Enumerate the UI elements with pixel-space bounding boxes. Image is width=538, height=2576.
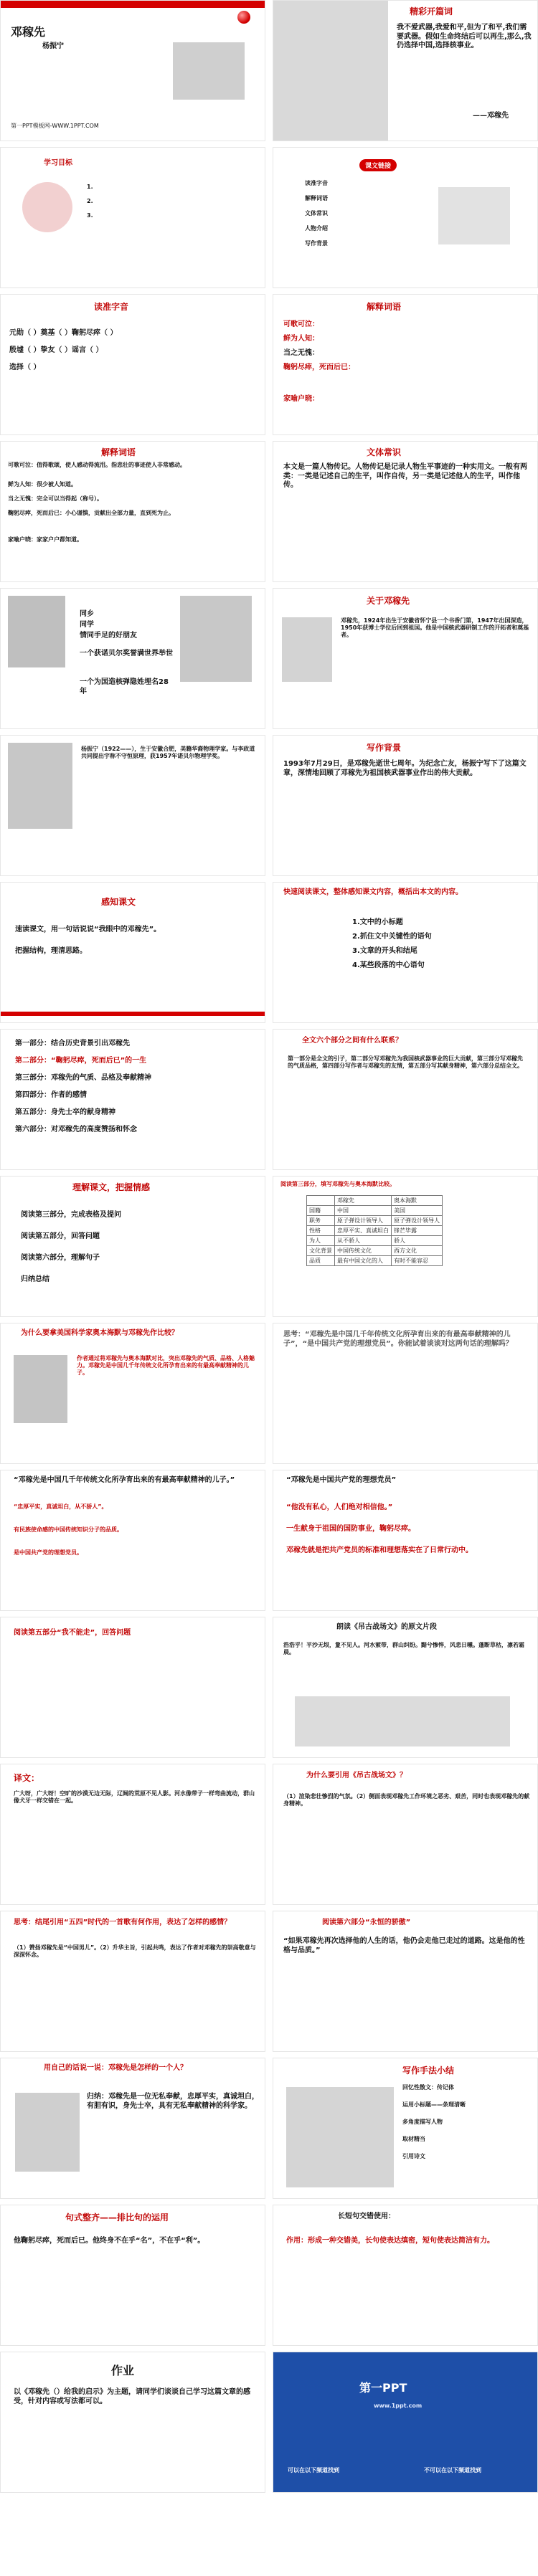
- slide-read-part5: [0, 1617, 265, 1758]
- table-cell: 锋芒毕露: [392, 1226, 443, 1236]
- sentence-length-text: 作用：形成一种交错美，长句使表达缜密，短句使表达简洁有力。: [286, 2237, 494, 2245]
- eternal-pride-text: “如果邓稼先再次选择他的人生的话，他仍会走他已走过的道路。这是他的性格与品质。”: [283, 1937, 525, 1954]
- table-header-cell: [307, 1196, 335, 1206]
- link-1: 读准字音: [305, 180, 328, 186]
- tradition-item-2: 有民族使命感的中国传统知识分子的品质。: [14, 1526, 123, 1533]
- yang-text: 杨振宁（1922——），生于安徽合肥，美籍华裔物理学家。与李政道共同提出宇称不守恒原理，获1957年诺贝尔物理学奖。: [81, 746, 255, 759]
- table-cell: 原子弹设计领导人: [335, 1216, 392, 1226]
- table-row: [307, 1246, 443, 1256]
- table-cell: 中国: [335, 1206, 392, 1216]
- writing-item-2: 运用小标题——条理清晰: [402, 2101, 466, 2108]
- link-2: 解释词语: [305, 195, 328, 201]
- slide-quickread: [273, 882, 538, 1023]
- perceive-item-1: 速读课文，用一句话说说“我眼中的邓稼先”。: [15, 926, 161, 933]
- slide-parallelism: [0, 2205, 265, 2346]
- pron-line-2: 殷墟（ ）挚友（ ）谣言（ ）: [9, 346, 103, 354]
- friend-line-3: 情同手足的好朋友: [80, 632, 137, 640]
- slide-understand: [0, 1176, 265, 1317]
- channel-left: 可以在以下频道找到: [288, 2467, 339, 2473]
- structure-line-1: 第一部分：结合历史背景引出邓稼先: [15, 1040, 130, 1047]
- table-cell: 最有中国文化的人: [335, 1256, 392, 1266]
- vocab-answer-5: 家喻户晓：家家户户都知道。: [8, 536, 82, 543]
- why-quote-text: （1）渲染悲壮惨烈的气氛。（2）侧面表现邓稼先工作环境之恶劣、艰苦，同时也表现邓稼先的献身精神。: [283, 1793, 530, 1807]
- slide-background: [273, 735, 538, 876]
- friend-line-4: 一个获诺贝尔奖誉满世界举世: [80, 650, 173, 657]
- opening-heading: 精彩开篇词: [410, 6, 453, 16]
- why-compare-text: 作者通过将邓稼先与奥本海默对比，突出邓稼先的气质、品格、人格魅力。邓稼先是中国几千年传统文化所孕育出来的有最高奉献精神的儿子。: [77, 1355, 255, 1376]
- table-cell: 性格: [307, 1226, 335, 1236]
- slide-footer-ad: [273, 2352, 538, 2493]
- photo-left: [8, 596, 65, 667]
- tradition-heading: “邓稼先是中国几千年传统文化所孕育出来的有最高奉献精神的儿子。”: [14, 1476, 235, 1484]
- tradition-item-1: “忠厚平实，真诚坦白，从不骄人”。: [14, 1503, 108, 1510]
- slide-vocab-answers: [0, 441, 265, 582]
- vocab-answer-2: 鲜为人知：很少被人知道。: [8, 481, 77, 488]
- understand-item-3: 阅读第六部分，理解句子: [21, 1254, 100, 1262]
- vocab-answer-3: 当之无愧：完全可以当得起（称号）。: [8, 495, 103, 502]
- slide-opening: [273, 0, 538, 141]
- bottom-red-bar: [1, 1012, 265, 1016]
- summary-heading: 用自己的话说一说：邓稼先是怎样的一个人？: [44, 2064, 187, 2072]
- structure-line-3: 第三部分：邓稼先的气质、品格及奉献精神: [15, 1074, 151, 1082]
- eternal-pride-heading: 阅读第六部分“永恒的骄傲”: [322, 1919, 411, 1926]
- ancient-text: 浩浩乎！平沙无垠，夐不见人。河水萦带，群山纠纷。黯兮惨悴，风悲日曛。蓬断草枯，凛若霜晨。: [283, 1642, 524, 1655]
- think-text: 思考：“邓稼先是中国几千年传统文化所孕育出来的有最高奉献精神的儿子”，“是中国共产党的理想党员”。你能试着谈谈对这两句话的理解吗？: [283, 1331, 513, 1348]
- subtitle: 第一PPT模板网-WWW.1PPT.COM: [11, 123, 99, 129]
- slide-genre: [273, 441, 538, 582]
- pron-line-1: 元勋（ ）奠基（ ）鞠躬尽瘁（ ）: [9, 329, 118, 337]
- table-cell: 中国传统文化: [335, 1246, 392, 1256]
- slide-why-compare: [0, 1323, 265, 1464]
- parallelism-heading: 句式整齐——排比句的运用: [65, 2213, 169, 2223]
- summary-text: 归纳：邓稼先是一位无私奉献，忠厚平实，真诚坦白，有胆有识，身先士卒，具有无私奉献精神的科学家。: [87, 2093, 259, 2110]
- table-cell: 有时不能容忍: [392, 1256, 443, 1266]
- portrait-pair-image: [273, 1, 388, 141]
- flower-icon: [237, 11, 250, 24]
- background-heading: 写作背景: [367, 743, 402, 753]
- table-header-row: [307, 1196, 443, 1206]
- slide-about: [273, 588, 538, 729]
- slide-comparison-table: [273, 1176, 538, 1317]
- about-heading: 关于邓稼先: [367, 596, 410, 606]
- photo-right: [180, 596, 252, 682]
- slide-homework: [0, 2352, 265, 2493]
- ppt-url: www.1ppt.com: [374, 2402, 423, 2409]
- understand-heading: 理解课文，把握情感: [72, 1182, 151, 1192]
- table: [306, 1195, 443, 1266]
- understand-item-2: 阅读第五部分，回答问题: [21, 1232, 100, 1240]
- parallelism-text: 他鞠躬尽瘁，死而后已。他终身不在乎“名”，不在乎“利”。: [14, 2237, 205, 2245]
- structure-line-2: 第二部分：“鞠躬尽瘁，死而后已”的一生: [15, 1057, 147, 1065]
- genre-heading: 文体常识: [367, 447, 402, 457]
- party-heading: “邓稼先是中国共产党的理想党员”: [286, 1476, 397, 1484]
- vocab-answer-1: 可歌可泣：值得歌颂，使人感动得流泪。指悲壮的事迹使人非常感动。: [8, 462, 186, 468]
- friend-line-2: 同学: [80, 621, 94, 629]
- slide-sentence-length: [273, 2205, 538, 2346]
- table-cell: 职务: [307, 1216, 335, 1226]
- quickread-item-4: 4.某些段落的中心语句: [352, 961, 425, 969]
- pronunciation-heading: 读准字音: [94, 302, 129, 312]
- slide-structure: [0, 1029, 265, 1170]
- slide-party: [273, 1470, 538, 1611]
- table-cell: 为人: [307, 1236, 335, 1246]
- why-compare-heading: 为什么要拿美国科学家奥本海默与邓稼先作比较？: [21, 1329, 179, 1337]
- slide-friendship: [0, 588, 265, 729]
- writing-item-1: 回忆性散文：传记体: [402, 2084, 454, 2091]
- table-cell: 原子弹设计领导人: [392, 1216, 443, 1226]
- goal-3: 3.: [87, 212, 93, 219]
- slide-ancient-battlefield: [273, 1617, 538, 1758]
- vocab-1: 可歌可泣：: [283, 320, 319, 328]
- slide-links: [273, 147, 538, 288]
- vocab-4: 鞠躬尽瘁，死而后已：: [283, 363, 355, 371]
- structure-line-4: 第四部分：作者的感情: [15, 1091, 87, 1099]
- author: 杨振宁: [42, 42, 64, 50]
- translation-text: 广大呀，广大呀！空旷的沙漠无边无际，辽阔的荒原不见人影。河水像带子一样弯曲流动，群山像犬牙一样交错在一起。: [14, 1790, 255, 1804]
- writing-item-4: 取材精当: [402, 2136, 425, 2142]
- goals-chart-icon: [22, 182, 72, 232]
- link-4: 人物介绍: [305, 225, 328, 232]
- slide-translation: [0, 1764, 265, 1905]
- understand-item-4: 归纳总结: [21, 1275, 49, 1283]
- slide-writing-summary: [273, 2058, 538, 2199]
- comparison-heading: 阅读第三部分，填写邓稼先与奥本海默比较。: [280, 1181, 395, 1187]
- quickread-item-3: 3.文章的开头和结尾: [352, 947, 417, 955]
- party-item-1: “他没有私心，人们绝对相信他。”: [286, 1503, 393, 1511]
- vocab-3: 当之无愧：: [283, 349, 319, 357]
- writing-summary-heading: 写作手法小结: [402, 2066, 455, 2076]
- deng-photo: [15, 2093, 80, 2172]
- goal-2: 2.: [87, 198, 93, 204]
- slide-goals: [0, 147, 265, 288]
- quickread-item-2: 2.抓住文中关键性的语句: [352, 933, 432, 941]
- slide-tradition: [0, 1470, 265, 1611]
- table-cell: 忠厚平实、真诚坦白: [335, 1226, 392, 1236]
- slide-yang: [0, 735, 265, 876]
- ending-song-heading: 思考：结尾引用“五四”时代的一首歌有何作用，表达了怎样的感情？: [14, 1919, 232, 1926]
- pron-line-3: 选择（ ）: [9, 363, 41, 371]
- slide-title: [0, 0, 265, 141]
- writing-item-5: 引用诗文: [402, 2153, 425, 2159]
- connection-text: 第一部分是全文的引子，第二部分写邓稼先为我国核武器事业的巨大贡献，第三部分写邓稼先的气质品格，第四部分写作者与邓稼先的友情，第五部分写其献身精神，第六部分总结全文。: [288, 1055, 523, 1069]
- table-cell: 文化背景: [307, 1246, 335, 1256]
- homework-heading: 作业: [111, 2364, 135, 2377]
- ending-song-text: （1）赞扬邓稼先是“中国男儿”。（2）升华主旨，引起共鸣，表达了作者对邓稼先的崇高敬意与深深怀念。: [14, 1944, 256, 1958]
- party-item-3: 邓稼先就是把共产党员的标准和理想落实在了日常行动中。: [286, 1546, 473, 1554]
- table-row: [307, 1256, 443, 1266]
- portrait-image: [173, 42, 245, 100]
- slide-title-text: 邓稼先: [11, 25, 46, 39]
- structure-line-5: 第五部分：身先士卒的献身精神: [15, 1108, 115, 1116]
- slide-summary-person: [0, 2058, 265, 2199]
- tradition-item-3: 是中国共产党的理想党员。: [14, 1549, 82, 1556]
- yang-photo: [8, 743, 72, 829]
- goals-heading: 学习目标: [44, 159, 72, 167]
- landscape-image: [295, 1696, 510, 1746]
- why-quote-heading: 为什么要引用《吊古战场文》？: [306, 1772, 407, 1779]
- party-item-2: 一生献身于祖国的国防事业，鞠躬尽瘁。: [286, 1525, 415, 1533]
- slide-eternal-pride: [273, 1911, 538, 2052]
- table-row: [307, 1216, 443, 1226]
- table-cell: 骄人: [392, 1236, 443, 1246]
- slide-think: [273, 1323, 538, 1464]
- vocab-5: 家喻户晓：: [283, 395, 319, 403]
- table-cell: 国籍: [307, 1206, 335, 1216]
- table-cell: 美国: [392, 1206, 443, 1216]
- table-cell: 西方文化: [392, 1246, 443, 1256]
- vocab-answers-heading: 解释词语: [101, 447, 136, 457]
- translation-heading: 译文：: [14, 1773, 40, 1783]
- goal-1: 1.: [87, 184, 93, 190]
- genre-text: 本文是一篇人物传记。人物传记是记录人物生平事迹的一种实用文。一般有两类：一类是记述自己的生平，叫作自传，另一类是记述他人的生平，叫作他传。: [283, 463, 527, 489]
- links-heading: 课文链接: [359, 159, 397, 171]
- about-photo: [282, 617, 332, 682]
- vocab-heading: 解释词语: [367, 302, 402, 312]
- sentence-length-heading: 长短句交错使用：: [338, 2213, 395, 2220]
- slide-ending-song: [0, 1911, 265, 2052]
- slide-vocab: [273, 294, 538, 435]
- link-5: 写作背景: [305, 240, 328, 247]
- table-header-cell: 邓稼先: [335, 1196, 392, 1206]
- writing-image: [286, 2087, 394, 2187]
- read-part5-heading: 阅读第五部分“我不能走”，回答问题: [14, 1629, 131, 1637]
- perceive-heading: 感知课文: [101, 897, 136, 907]
- friend-line-1: 同乡: [80, 610, 94, 618]
- structure-line-6: 第六部分：对邓稼先的高度赞扬和怀念: [15, 1126, 137, 1133]
- ppt-logo-text: 第一PPT: [359, 2381, 407, 2395]
- table-cell: 品质: [307, 1256, 335, 1266]
- link-3: 文体常识: [305, 210, 328, 217]
- friend-line-5: 一个为国造核弹隐姓埋名28年: [80, 678, 169, 695]
- table-cell: 从不骄人: [335, 1236, 392, 1246]
- perceive-item-2: 把握结构，理清思路。: [15, 947, 87, 955]
- books-image: [438, 187, 510, 244]
- slide-pronunciation: [0, 294, 265, 435]
- slide-why-quote: [273, 1764, 538, 1905]
- vocab-2: 鲜为人知：: [283, 335, 319, 343]
- about-text: 邓稼先，1924年出生于安徽省怀宁县一个书香门第，1947年出国深造，1950年获博士学位后回到祖国。他是中国核武器研制工作的开拓者和奠基者。: [341, 617, 529, 638]
- quickread-item-1: 1.文中的小标题: [352, 918, 403, 926]
- table-row: [307, 1206, 443, 1216]
- quickread-heading: 快速阅读课文，整体感知课文内容，概括出本文的内容。: [283, 888, 463, 896]
- comparison-table: [306, 1195, 443, 1266]
- table-header-cell: 奥本海默: [392, 1196, 443, 1206]
- connection-heading: 全文六个部分之间有什么联系？: [302, 1037, 402, 1045]
- oppenheimer-photo: [14, 1355, 67, 1423]
- ancient-heading: 朗读《吊古战场文》的原文片段: [336, 1623, 437, 1631]
- opening-signature: ——邓稼先: [473, 112, 509, 120]
- top-red-bar: [1, 1, 265, 8]
- table-row: [307, 1236, 443, 1246]
- slide-connection: [273, 1029, 538, 1170]
- channel-right: 不可以在以下频道找到: [424, 2467, 481, 2473]
- opening-text: 我不爱武器,我爱和平,但为了和平,我们需要武器。假如生命终结后可以再生,那么,我仍选择中国,选择核事业。: [397, 24, 532, 49]
- writing-item-3: 多角度描写人物: [402, 2119, 443, 2125]
- understand-item-1: 阅读第三部分，完成表格及提问: [21, 1211, 121, 1219]
- vocab-answer-4: 鞠躬尽瘁，死而后已：小心谨慎，贡献出全部力量，直到死为止。: [8, 510, 174, 516]
- table-row: [307, 1226, 443, 1236]
- homework-text: 以《邓稼先（）给我的启示》为主题，请同学们谈谈自己学习这篇文章的感受，针对内容或写法都可以。: [14, 2388, 250, 2405]
- background-text: 1993年7月29日，是邓稼先逝世七周年。为纪念亡友，杨振宁写下了这篇文章，深情地回顾了邓稼先为祖国核武器事业作出的伟大贡献。: [283, 760, 527, 777]
- slide-perceive: [0, 882, 265, 1023]
